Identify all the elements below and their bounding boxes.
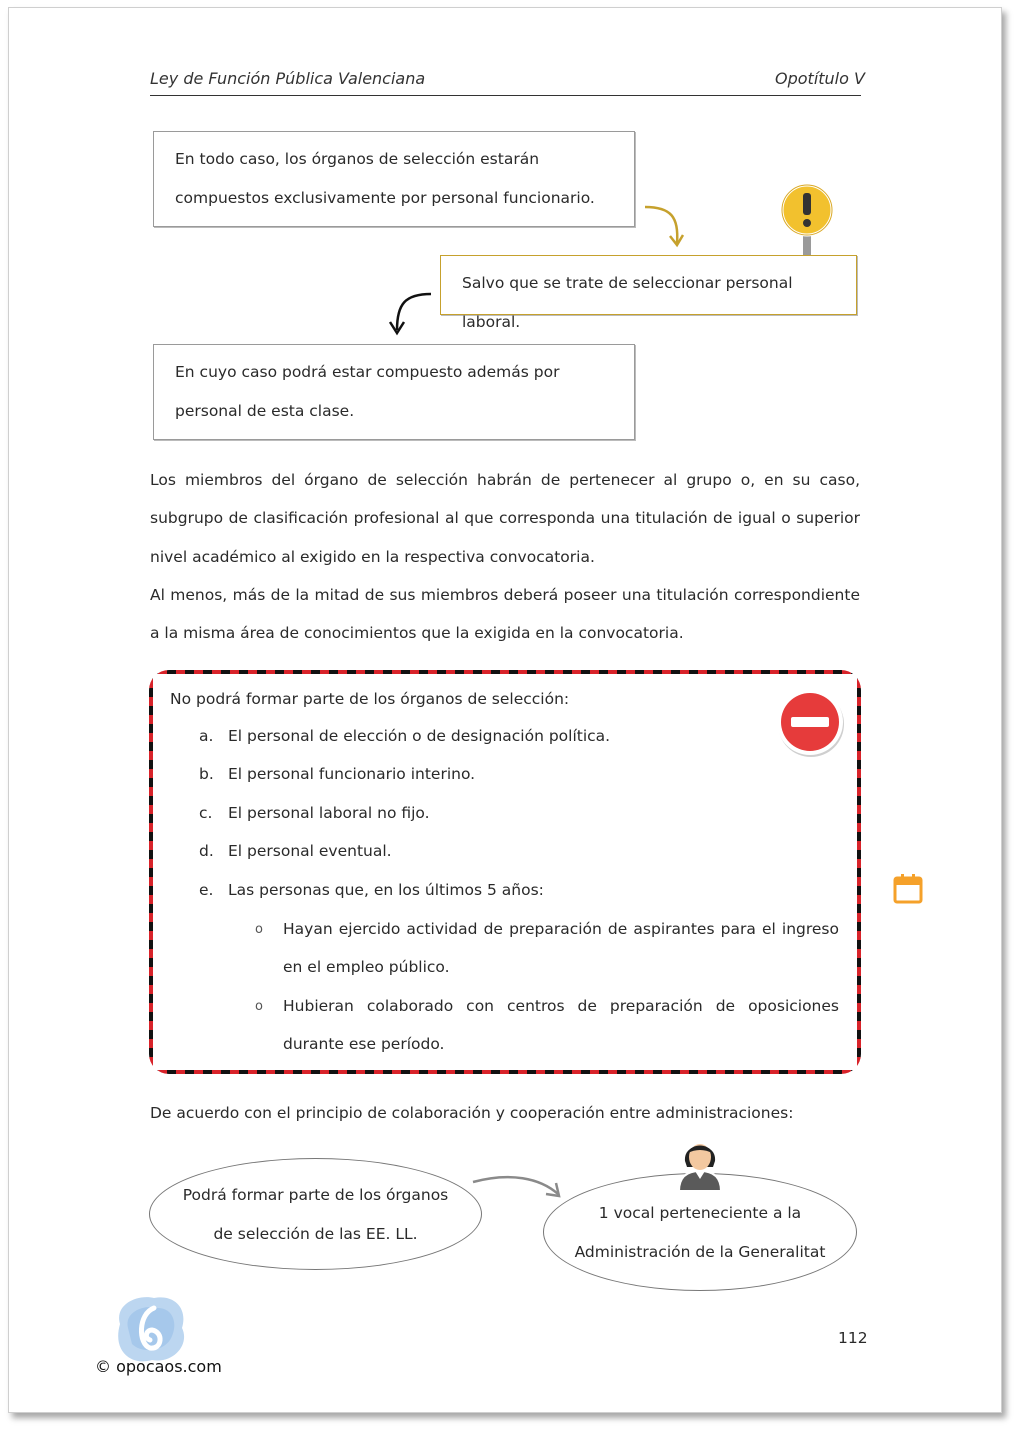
ellipse-left-line2: de selección de las EE. LL. (213, 1224, 418, 1243)
list-item: El personal eventual. (228, 842, 392, 860)
box-all-cases: En todo caso, los órganos de selección estarán compuestos exclusivamente por personal funcionario. (153, 131, 635, 227)
box-labor-exception: Salvo que se trate de seleccionar personal laboral. (440, 255, 857, 315)
no-entry-icon (775, 687, 847, 759)
calendar-icon[interactable] (893, 874, 923, 904)
sub-list-item: Hayan ejercido actividad de preparación de aspirantes para el ingreso en el empleo público. (283, 920, 839, 977)
ellipse-right-line1: 1 vocal perteneciente a la (598, 1204, 802, 1222)
list-letter: b. (199, 765, 214, 783)
header-rule (150, 95, 861, 96)
warning-sign-icon (780, 183, 834, 263)
list-item: El personal de elección o de designación política. (228, 727, 611, 745)
paragraph-members: Los miembros del órgano de selección habrán de pertenecer al grupo o, en su caso, subgrupo de clasificación profesional al que corresponda una titulación de igual o superior nivel académico al exigido en la respectiva convocatoria. (150, 471, 860, 566)
sub-bullet: o (255, 999, 263, 1014)
page-number: 112 (838, 1329, 868, 1347)
list-item: Las personas que, en los últimos 5 años: (228, 881, 544, 899)
arrow-down-gold-icon (643, 203, 687, 251)
restriction-intro: No podrá formar parte de los órganos de selección: (170, 690, 570, 708)
list-item: El personal laboral no fijo. (228, 804, 430, 822)
ellipse-right-line2: Administración de la Generalitat (574, 1242, 826, 1261)
footer-brand: © opocaos.com (95, 1357, 222, 1376)
sub-list-item: Hubieran colaborado con centros de preparación de oposiciones durante ese período. (283, 997, 839, 1054)
arrow-down-black-icon (385, 290, 435, 338)
box-in-that-case: En cuyo caso podrá estar compuesto además por personal de esta clase. (153, 344, 635, 440)
list-item: El personal funcionario interino. (228, 765, 476, 783)
list-letter: c. (199, 804, 213, 822)
list-letter: a. (199, 727, 214, 745)
opocaos-logo (108, 1294, 192, 1366)
ellipse-local-entities (149, 1158, 482, 1270)
paragraph-at-least: Al menos, más de la mitad de sus miembros deberá poseer una titulación correspondiente a la misma área de conocimientos que la exigida en la convocatoria. (150, 586, 860, 643)
list-letter: e. (199, 881, 214, 899)
person-icon (673, 1131, 727, 1193)
cooperation-intro: De acuerdo con el principio de colaboración y cooperación entre administraciones: (150, 1104, 794, 1122)
ellipse-left-line1: Podrá formar parte de los órganos (182, 1186, 449, 1204)
header-chapter: Opotítulo V (775, 69, 865, 88)
header-title: Ley de Función Pública Valenciana (150, 69, 426, 88)
sub-bullet: o (255, 922, 263, 937)
list-letter: d. (199, 842, 214, 860)
